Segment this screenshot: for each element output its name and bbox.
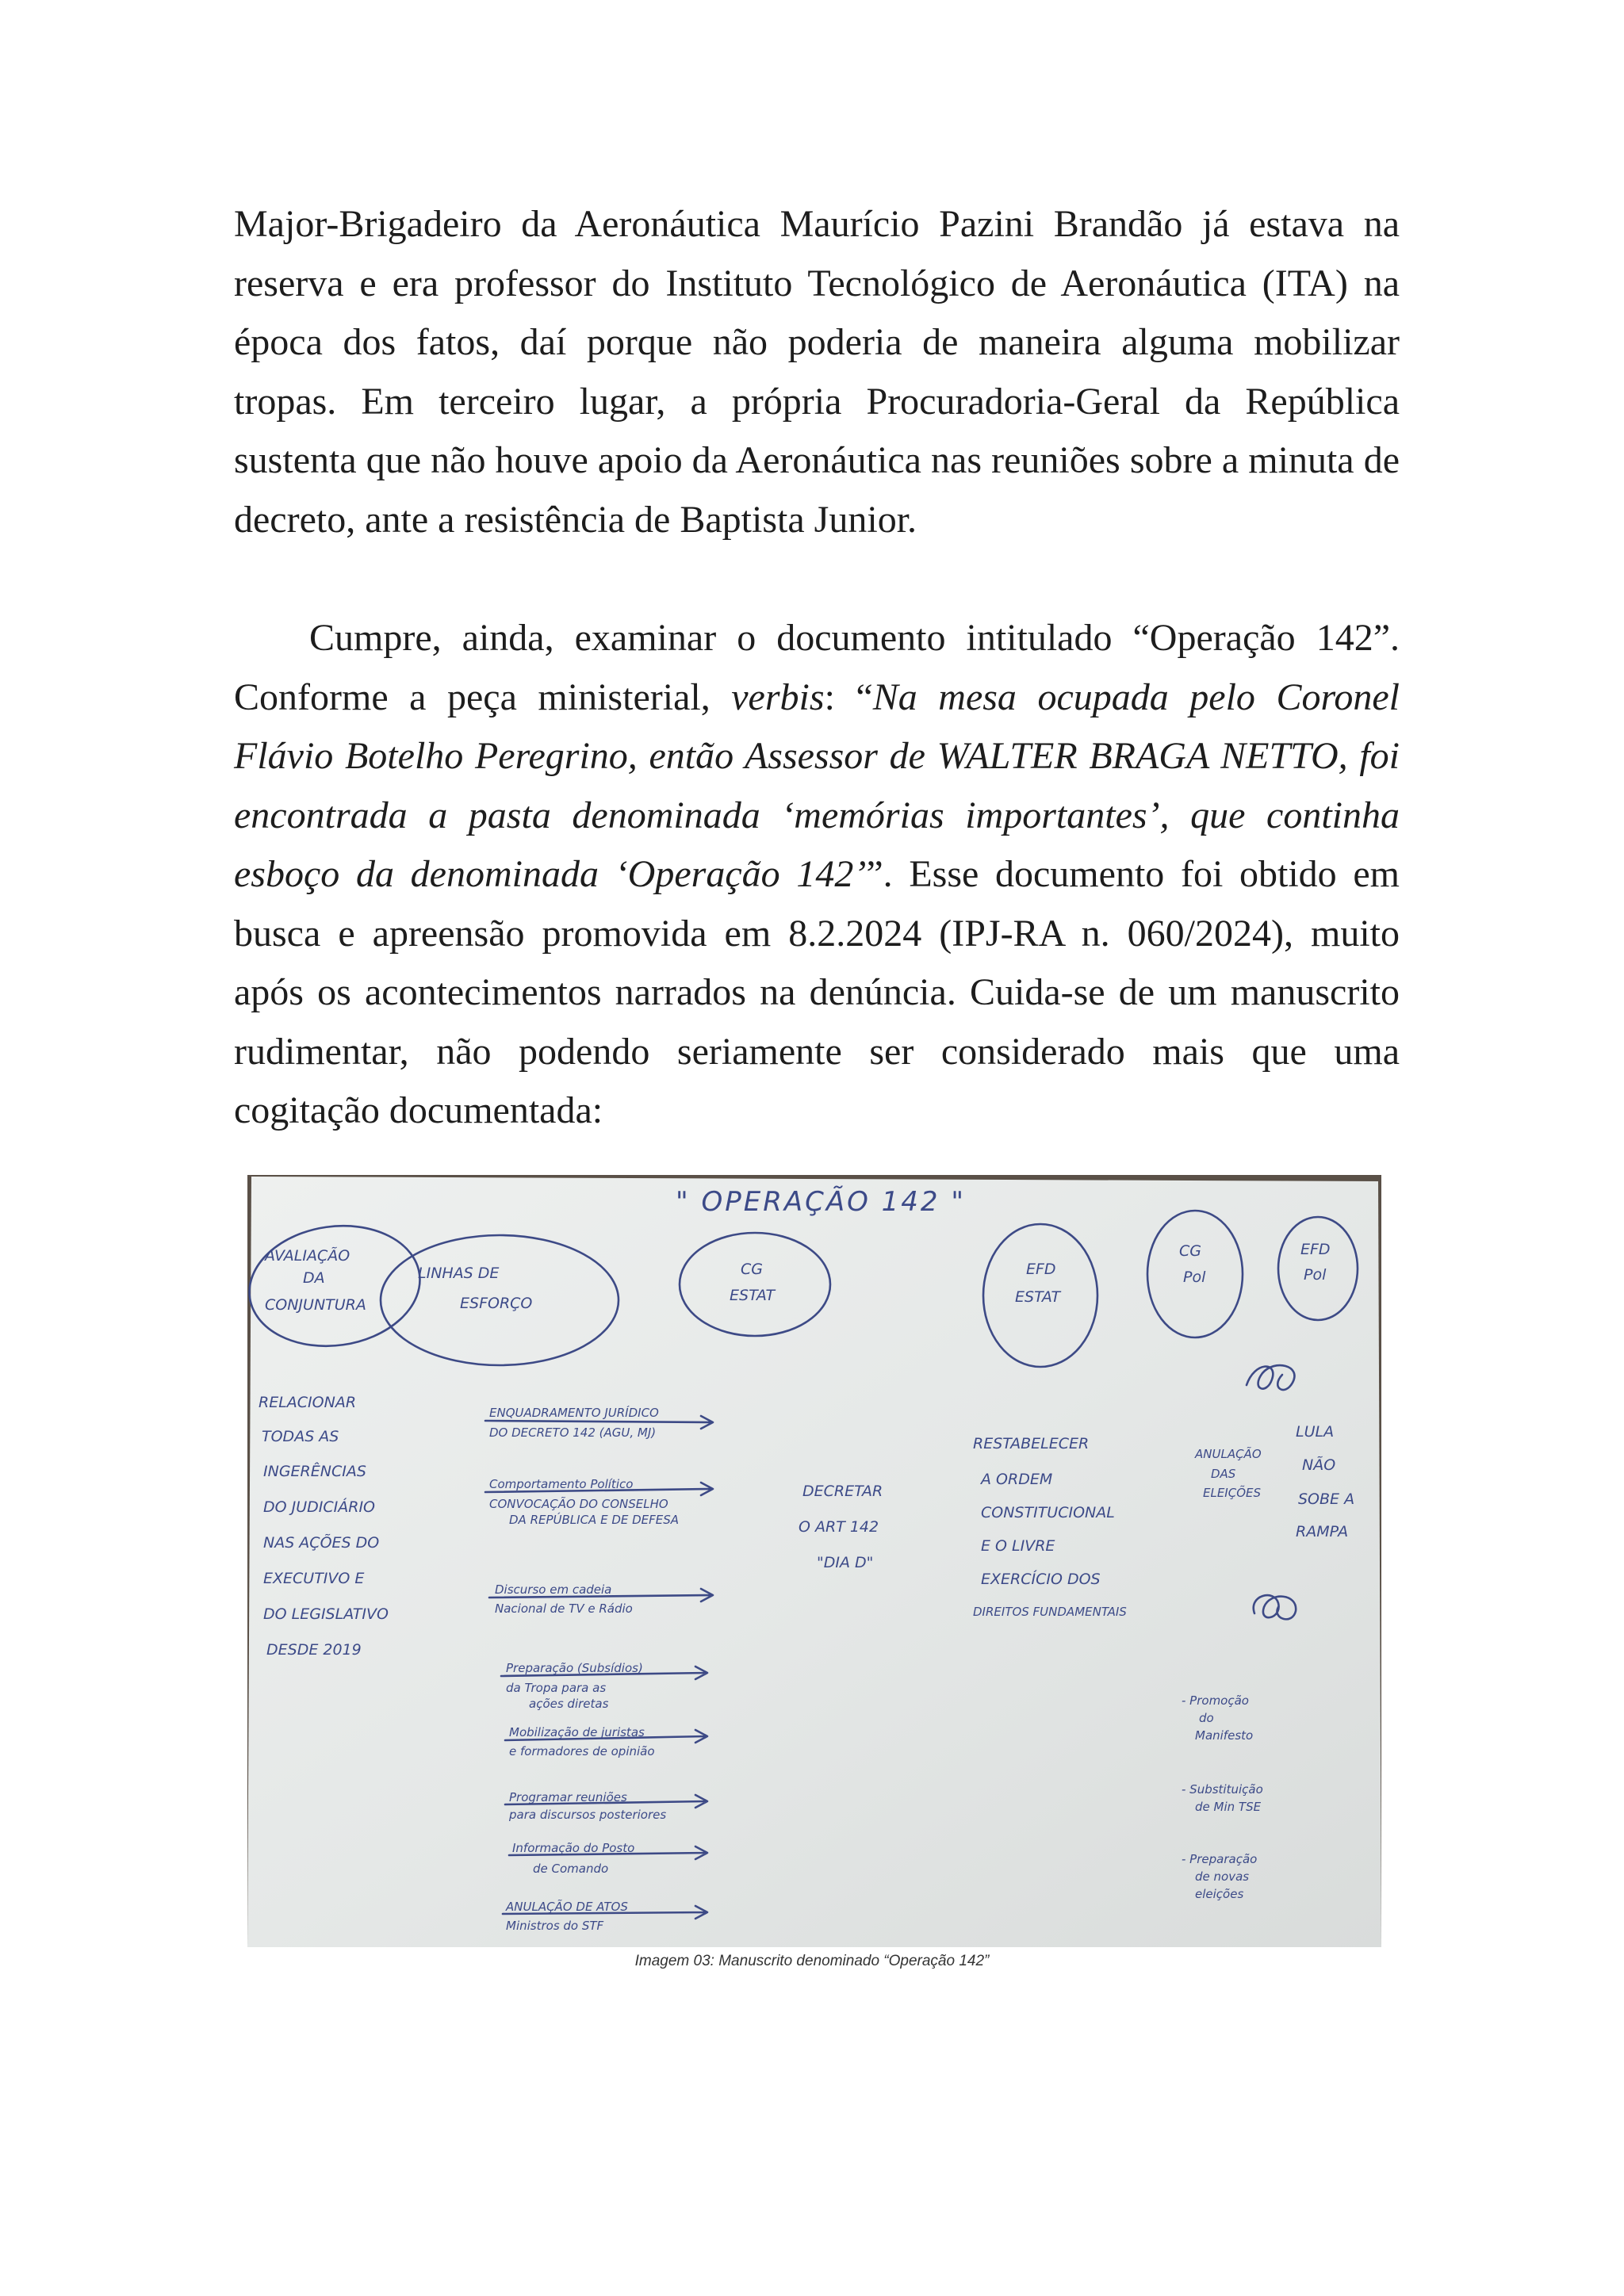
- svg-text:CONSTITUCIONAL: CONSTITUCIONAL: [981, 1504, 1115, 1521]
- svg-text:EFD: EFD: [1026, 1261, 1056, 1278]
- svg-text:- Substituição: - Substituição: [1182, 1782, 1263, 1797]
- svg-text:ENQUADRAMENTO JURÍDICO: ENQUADRAMENTO JURÍDICO: [489, 1406, 659, 1420]
- svg-text:Nacional de TV e Rádio: Nacional de TV e Rádio: [495, 1601, 633, 1616]
- svg-text:EXERCÍCIO DOS: EXERCÍCIO DOS: [981, 1571, 1101, 1588]
- svg-text:de Comando: de Comando: [533, 1862, 609, 1876]
- paragraph-2-intro: Cumpre, ainda, examinar o documento intitulado “Operação 142”. Conforme a peça ministerial,: [234, 617, 1400, 718]
- svg-text:para discursos posteriores: para discursos posteriores: [509, 1808, 667, 1822]
- svg-text:- Preparação: - Preparação: [1182, 1852, 1258, 1866]
- svg-text:Discurso em cadeia: Discurso em cadeia: [495, 1582, 612, 1597]
- svg-text:DECRETAR: DECRETAR: [802, 1483, 883, 1500]
- svg-text:DA: DA: [303, 1269, 325, 1287]
- svg-text:Comportamento Político: Comportamento Político: [489, 1477, 634, 1491]
- svg-text:- Promoção: - Promoção: [1182, 1693, 1249, 1708]
- svg-text:EFD: EFD: [1300, 1241, 1331, 1258]
- svg-text:de Min TSE: de Min TSE: [1195, 1800, 1262, 1814]
- svg-text:Pol: Pol: [1304, 1266, 1327, 1284]
- paragraph-2-conclusion: ”. Esse documento foi obtido em busca e apreensão promovida em 8.2.2024 (IPJ-RA n. 060/2024), muito após os acontecimentos narrados na denúncia. Cuida-se de um manuscrito rudimentar, não podendo seriamente ser considerado mais que uma cogitação documentada:: [234, 853, 1400, 1131]
- verbis-term: verbis: [731, 675, 825, 718]
- svg-text:de novas: de novas: [1195, 1869, 1250, 1884]
- svg-text:E O LIVRE: E O LIVRE: [981, 1537, 1055, 1555]
- svg-text:DO LEGISLATIVO: DO LEGISLATIVO: [263, 1605, 389, 1623]
- svg-text:Mobilização de juristas: Mobilização de juristas: [509, 1725, 645, 1739]
- svg-text:CG: CG: [741, 1261, 763, 1278]
- svg-text:da Tropa para as: da Tropa para as: [506, 1681, 607, 1695]
- svg-text:CG: CG: [1179, 1242, 1201, 1260]
- manuscript-title: " OPERAÇÃO 142 ": [676, 1186, 966, 1218]
- svg-text:Ministros do STF: Ministros do STF: [506, 1919, 604, 1933]
- svg-text:EXECUTIVO E: EXECUTIVO E: [263, 1570, 365, 1587]
- svg-text:A ORDEM: A ORDEM: [981, 1471, 1053, 1488]
- handwritten-manuscript-photo: [247, 1175, 1381, 1947]
- svg-text:"DIA D": "DIA D": [817, 1554, 874, 1571]
- svg-text:ações diretas: ações diretas: [529, 1697, 609, 1711]
- svg-text:NAS AÇÕES DO: NAS AÇÕES DO: [263, 1534, 380, 1552]
- figure-caption: Imagem 03: Manuscrito denominado “Operação 142”: [634, 1953, 990, 1969]
- paragraph-2-colon: : “: [824, 675, 873, 718]
- svg-text:O ART 142: O ART 142: [799, 1518, 879, 1536]
- svg-text:DO JUDICIÁRIO: DO JUDICIÁRIO: [263, 1498, 375, 1516]
- svg-text:DA REPÚBLICA E DE DEFESA: DA REPÚBLICA E DE DEFESA: [509, 1513, 680, 1527]
- svg-text:DAS: DAS: [1211, 1467, 1236, 1481]
- svg-text:TODAS AS: TODAS AS: [262, 1428, 339, 1445]
- svg-text:LINHAS DE: LINHAS DE: [418, 1265, 500, 1282]
- svg-text:Pol: Pol: [1183, 1269, 1206, 1286]
- svg-text:e formadores de opinião: e formadores de opinião: [509, 1744, 655, 1758]
- svg-text:RAMPA: RAMPA: [1296, 1523, 1349, 1540]
- svg-text:eleições: eleições: [1195, 1887, 1244, 1901]
- svg-text:ELEIÇÕES: ELEIÇÕES: [1203, 1486, 1262, 1500]
- svg-text:Manifesto: Manifesto: [1195, 1728, 1254, 1743]
- svg-text:ANULAÇÃO DE ATOS: ANULAÇÃO DE ATOS: [506, 1900, 628, 1914]
- svg-text:LULA: LULA: [1296, 1423, 1335, 1441]
- svg-text:CONVOCAÇÃO DO CONSELHO: CONVOCAÇÃO DO CONSELHO: [489, 1497, 668, 1511]
- svg-text:DESDE 2019: DESDE 2019: [266, 1641, 362, 1659]
- svg-text:ESFORÇO: ESFORÇO: [460, 1295, 533, 1312]
- svg-text:Programar reuniões: Programar reuniões: [509, 1790, 627, 1804]
- svg-text:do: do: [1199, 1711, 1214, 1725]
- svg-text:ESTAT: ESTAT: [730, 1287, 776, 1304]
- svg-text:ESTAT: ESTAT: [1015, 1288, 1061, 1306]
- svg-text:AVALIAÇÃO: AVALIAÇÃO: [265, 1247, 350, 1265]
- quoted-excerpt: Na mesa ocupada pelo Coronel Flávio Botelho Peregrino, então Assessor de WALTER BRAGA NETTO, foi encontrada a pasta denominada ‘memórias importantes’, que continha esboço da denominada ‘Operação 142’: [234, 675, 1400, 895]
- svg-text:DO DECRETO 142 (AGU, MJ): DO DECRETO 142 (AGU, MJ): [489, 1425, 657, 1440]
- svg-text:DIREITOS FUNDAMENTAIS: DIREITOS FUNDAMENTAIS: [973, 1605, 1127, 1619]
- paragraph-1: Major-Brigadeiro da Aeronáutica Maurício Pazini Brandão já estava na reserva e era professor do Instituto Tecnológico de Aeronáutica (ITA) na época dos fatos, daí porque não poderia de maneira alguma mobilizar tropas. Em terceiro lugar, a própria Procuradoria-Geral da República sustenta que não houve apoio da Aeronáutica nas reuniões sobre a minuta de decreto, ante a resistência de Baptista Junior.: [234, 203, 1400, 541]
- svg-text:NÃO: NÃO: [1302, 1456, 1336, 1474]
- svg-text:RELACIONAR: RELACIONAR: [259, 1394, 357, 1411]
- svg-text:SOBE A: SOBE A: [1298, 1490, 1355, 1508]
- svg-text:Informação do Posto: Informação do Posto: [512, 1841, 635, 1855]
- paragraph-2: [234, 609, 1400, 1141]
- svg-text:ANULAÇÃO: ANULAÇÃO: [1195, 1447, 1262, 1461]
- svg-text:INGERÊNCIAS: INGERÊNCIAS: [263, 1463, 366, 1480]
- svg-text:Preparação (Subsídios): Preparação (Subsídios): [506, 1661, 643, 1675]
- svg-text:CONJUNTURA: CONJUNTURA: [265, 1296, 366, 1314]
- svg-text:RESTABELECER: RESTABELECER: [973, 1435, 1090, 1452]
